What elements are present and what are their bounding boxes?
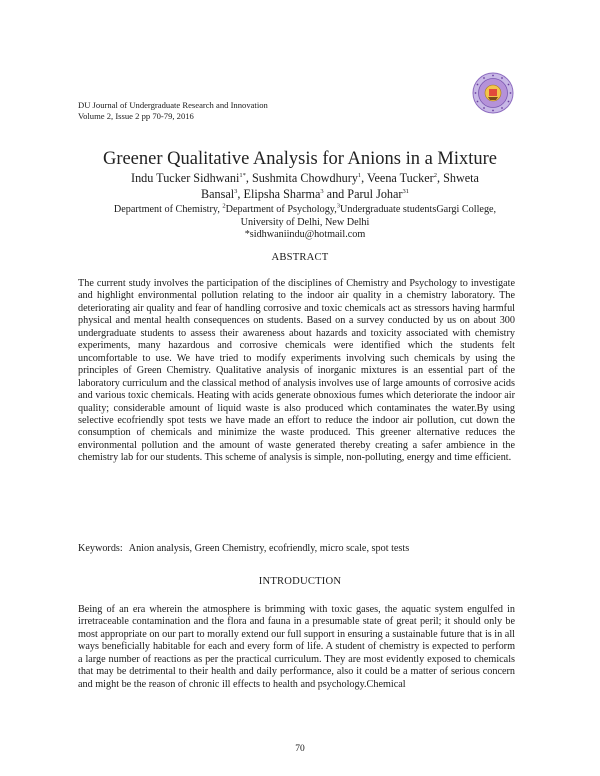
author-affiliation-mark: 1* (239, 171, 246, 179)
journal-header (78, 100, 268, 122)
author: , Veena Tucker (361, 171, 434, 185)
author-affiliation-mark: 3 (320, 187, 324, 195)
keywords-list: Anion analysis, Green Chemistry, ecofriendly, micro scale, spot tests (128, 543, 410, 554)
author: , Sushmita Chowdhury (245, 171, 358, 185)
author-line-2 (120, 186, 490, 202)
department-chemistry: Department of Chemistry, (113, 204, 223, 215)
author: , Elipsha Sharma (237, 187, 321, 201)
author: and Parul Johar (323, 187, 403, 201)
department-psychology: Department of Psychology, (225, 204, 337, 215)
author: Bansal (201, 187, 235, 201)
affiliations (60, 204, 550, 242)
introduction-text: Being of an era wherein the atmosphere is brimming with toxic gases, the aquatic system engulfed in irretraceable contamination and the flora and fauna in a presumable state of great peril; it should only be most appropriate on our part to morally extend our full support in ensuring a sustainable future that is in all ways beneficially habitable for each and every form of life. A student of chemistry is expected to perform a large number of reactions as per the practical curriculum. They are most evidently exposed to chemicals that may be detrimental to their health and daily performance, also it could be a matter of serious concern and might be the reason of chronic ill effects to health and psychology.Chemical (78, 604, 515, 690)
keywords-label: Keywords: (78, 543, 123, 554)
department-line (60, 204, 550, 217)
introduction-heading: INTRODUCTION (258, 576, 342, 587)
corresponding-email[interactable]: *sidhwaniindu@hotmail.com (244, 229, 366, 240)
affiliation-mark: 3 (336, 202, 341, 210)
author-affiliation-mark: 31 (402, 187, 409, 195)
paper-title: Greener Qualitative Analysis for Anions in a Mixture (102, 149, 498, 169)
journal-issue: Volume 2, Issue 2 pp 70-79, 2016 (78, 111, 194, 121)
abstract-text: The current study involves the participation of the disciplines of Chemistry and Psychology to investigate and highlight environmental pollution relating to the indoor air quality in a chemistry laboratory. The deteriorating air quality and fear of handling corrosive and toxic chemicals act as stressors having harmful physical and mental health consequences on students. Based on a survey conducted by us on about 300 undergraduate students to assess their awareness about hazards and toxicity associated with chemistry experiments, many hazardous and corrosive chemicals were identified which the students felt uncomfortable to use. We have tried to modify experiments involving such chemicals by using the principles of Green Chemistry. Qualitative analysis of inorganic mixtures is an essential part of the laboratory curriculum and the classical method of analysis involves use of large amounts of corrosive acids and various toxic chemicals. Heating with acids generate obnoxious fumes which deteriorate the indoor air quality; considerable amount of liquid waste is also produced which contaminates the water.By using selective ecofriendly spot tests we have made an effort to reduce the indoor air pollution, cut down the consumption of chemicals and minimize the waste produced. This greener alternative reduces the environmental pollution and the amount of waste generated thereby creating a safer ambience in the chemistry lab for our students. This scheme of analysis is simple, non-polluting, energy and time efficient. (78, 278, 515, 464)
affiliation-mark: 2 (222, 202, 226, 210)
university-seal-icon (472, 72, 514, 114)
university-line: University of Delhi, New Delhi (240, 216, 370, 228)
author-line-1 (120, 170, 490, 186)
author-affiliation-mark: 1 (357, 171, 362, 179)
author-affiliation-mark: 3 (234, 187, 238, 195)
keywords-line (78, 543, 409, 554)
undergraduate-students: Undergraduate studentsGargi College, (340, 204, 497, 215)
author: Indu Tucker Sidhwani (131, 171, 240, 185)
page-number: 70 (295, 744, 305, 754)
journal-name: DU Journal of Undergraduate Research and Innovation (78, 100, 268, 110)
author: , Shweta (436, 171, 479, 185)
author-list (120, 170, 490, 202)
abstract-heading: ABSTRACT (271, 252, 329, 263)
author-affiliation-mark: 2 (433, 171, 437, 179)
